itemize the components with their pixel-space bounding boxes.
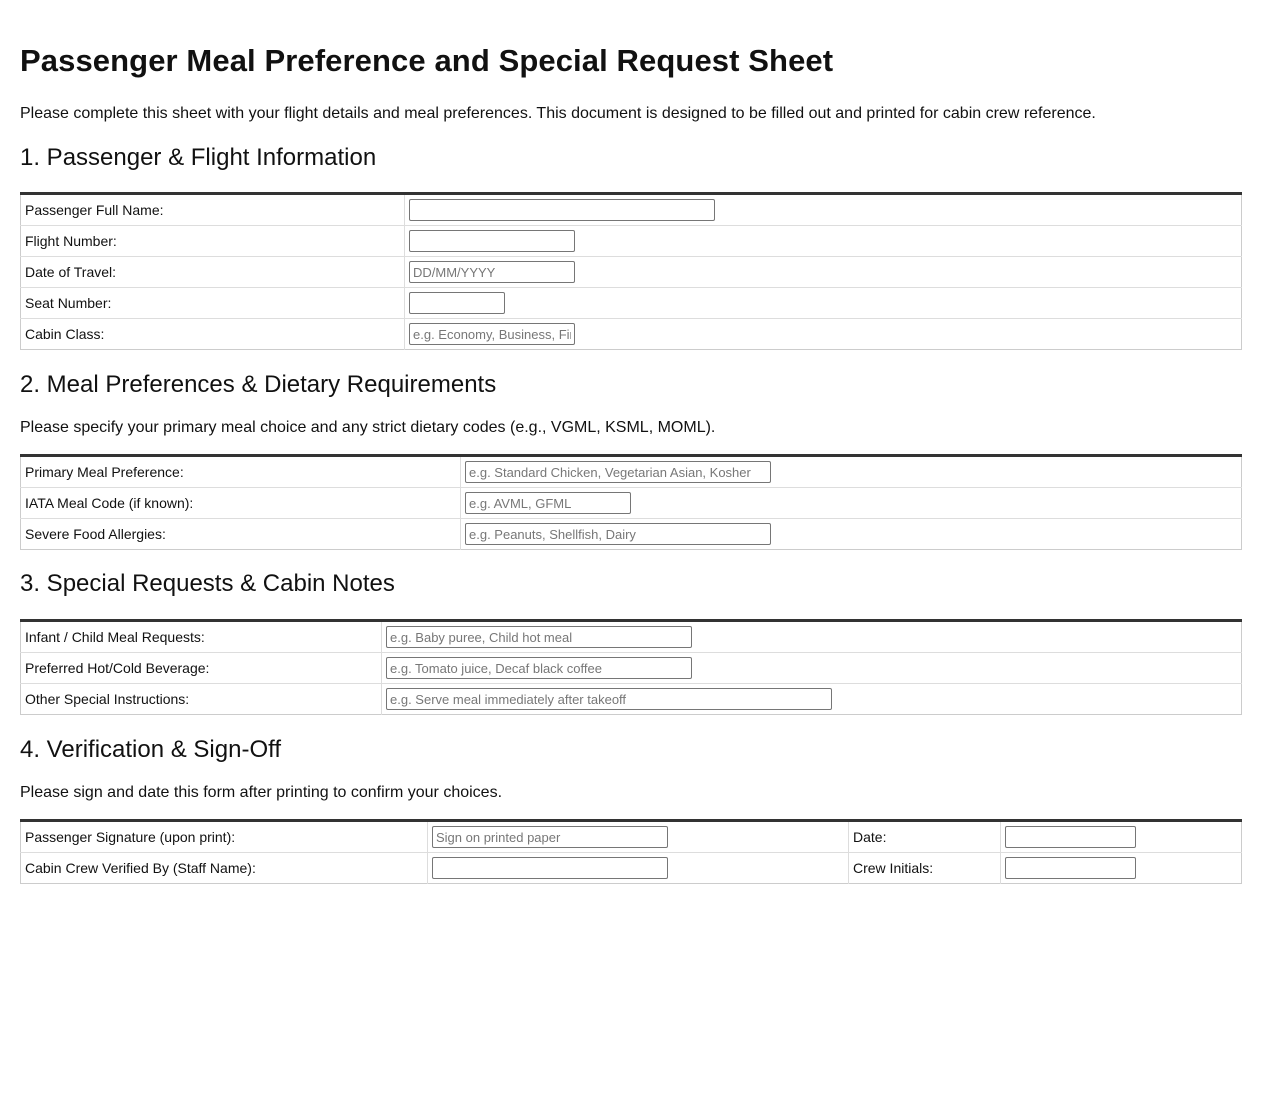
allergies-input[interactable]: [465, 523, 771, 545]
cabin-class-input[interactable]: [409, 323, 575, 345]
table-row: [21, 621, 1242, 653]
table-row: [21, 519, 1242, 550]
page-title: Passenger Meal Preference and Special Request Sheet: [20, 43, 834, 78]
crew-name-input[interactable]: [432, 857, 668, 879]
travel-date-input[interactable]: [409, 261, 575, 283]
table-row: [21, 488, 1242, 519]
table-row: [21, 456, 1242, 488]
instructions-label: Other Special Instructions:: [21, 684, 382, 715]
crew-initials-input[interactable]: [1005, 857, 1136, 879]
instructions-input[interactable]: [386, 688, 832, 710]
passenger-name-label: Passenger Full Name:: [21, 194, 405, 226]
verification-table: [20, 819, 1242, 884]
table-row: [21, 319, 1242, 350]
intro-text: Please complete this sheet with your flight details and meal preferences. This document is designed to be filled out and printed for cabin crew reference.: [20, 105, 1096, 122]
flight-number-input[interactable]: [409, 230, 575, 252]
signature-label: Passenger Signature (upon print):: [21, 821, 428, 853]
table-row: [21, 288, 1242, 319]
special-requests-table: [20, 619, 1242, 715]
section-2-note: Please specify your primary meal choice and any strict dietary codes (e.g., VGML, KSML, MOML).: [20, 419, 716, 436]
table-row: [21, 194, 1242, 226]
section-4-note: Please sign and date this form after printing to confirm your choices.: [20, 784, 503, 801]
child-meal-input[interactable]: [386, 626, 692, 648]
meal-preferences-table: [20, 454, 1242, 550]
seat-number-input[interactable]: [409, 292, 505, 314]
sign-date-input[interactable]: [1005, 826, 1136, 848]
iata-code-label: IATA Meal Code (if known):: [21, 488, 461, 519]
sign-date-label: Date:: [849, 821, 1001, 853]
signature-input[interactable]: [432, 826, 668, 848]
table-row: [21, 821, 1242, 853]
table-row: [21, 684, 1242, 715]
table-row: [21, 226, 1242, 257]
child-meal-label: Infant / Child Meal Requests:: [21, 621, 382, 653]
crew-name-label: Cabin Crew Verified By (Staff Name):: [21, 853, 428, 884]
section-4-heading: 4. Verification & Sign-Off: [20, 736, 282, 763]
iata-code-input[interactable]: [465, 492, 631, 514]
travel-date-label: Date of Travel:: [21, 257, 405, 288]
allergies-label: Severe Food Allergies:: [21, 519, 461, 550]
primary-meal-label: Primary Meal Preference:: [21, 456, 461, 488]
table-row: [21, 653, 1242, 684]
passenger-flight-table: [20, 192, 1242, 350]
table-row: [21, 257, 1242, 288]
passenger-name-input[interactable]: [409, 199, 715, 221]
flight-number-label: Flight Number:: [21, 226, 405, 257]
crew-initials-label: Crew Initials:: [849, 853, 1001, 884]
seat-number-label: Seat Number:: [21, 288, 405, 319]
table-row: [21, 853, 1242, 884]
section-1-heading: 1. Passenger & Flight Information: [20, 144, 377, 171]
cabin-class-label: Cabin Class:: [21, 319, 405, 350]
beverage-input[interactable]: [386, 657, 692, 679]
section-2-heading: 2. Meal Preferences & Dietary Requirements: [20, 371, 497, 398]
section-3-heading: 3. Special Requests & Cabin Notes: [20, 570, 395, 597]
beverage-label: Preferred Hot/Cold Beverage:: [21, 653, 382, 684]
primary-meal-input[interactable]: [465, 461, 771, 483]
